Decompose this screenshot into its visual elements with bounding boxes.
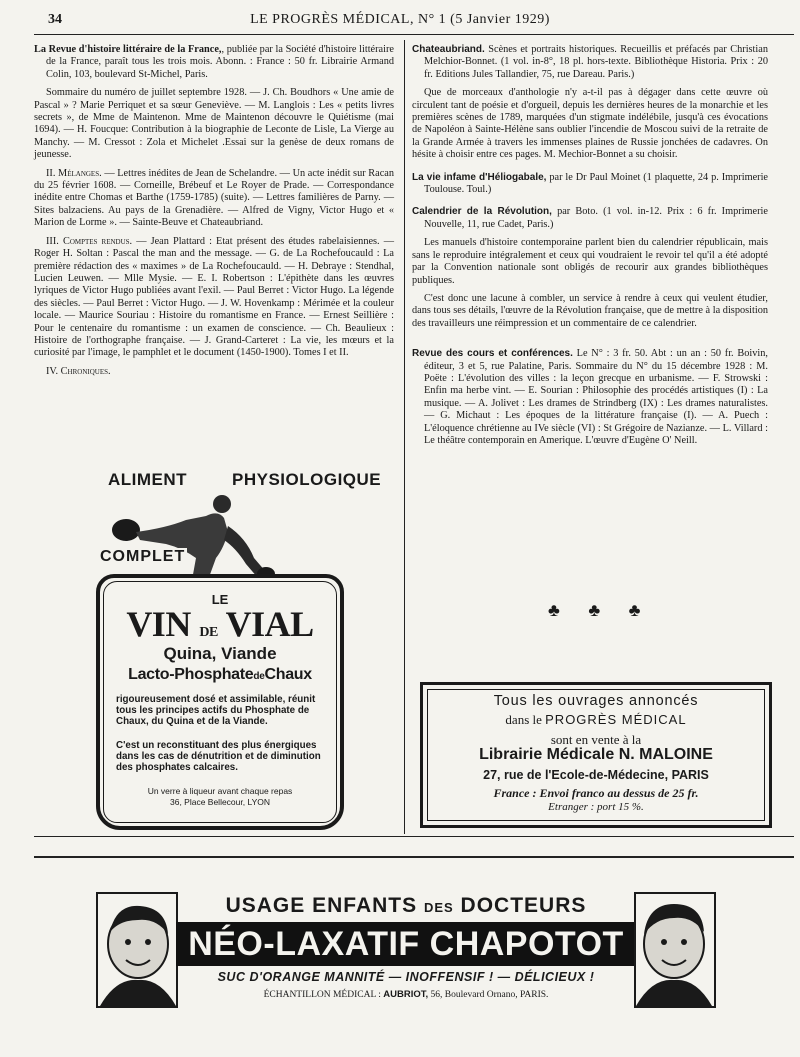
heliogabale-text: par le Dr Paul Moinet (1 plaquette, 24 p. Imprimerie Toulouse. Toul.) [424, 171, 769, 196]
comptes-rendus-heading: III. Comptes rendus. [46, 235, 133, 247]
chateaubriand-text: Scènes et portraits historiques. Recueillis et préfacés par Christian Melchior-Bonnet. (1 vol. in-8°, 18 pl. hors-texte. Bibliothèque Historia. Prix : 20 fr. Editions Jules Tallandier, 75, rue Dareau. Paris.) [424, 44, 768, 80]
calendrier-text: par Boto. (1 vol. in-12. Prix : 6 fr. Imprimerie Nouvelle, 11, rue Cadet, Paris.) [424, 206, 768, 230]
bottom-rule-1 [34, 836, 794, 837]
header-rule [34, 34, 794, 35]
heliogabale-notice [412, 172, 768, 197]
chapotot-product-name: NÉO-LAXATIF CHAPOTOT [176, 922, 636, 966]
chapotot-sample-address [174, 989, 638, 1000]
left-column [34, 44, 394, 384]
child-face-left-illustration [96, 892, 178, 1008]
calendrier-title: Calendrier de la Révolution, [412, 206, 552, 218]
chapotot-sample-name: AUBRIOT, [383, 989, 429, 1000]
calendrier-review-2: C'est donc une lacune à combler, un service à rendre à ceux qui veulent étudier, dans tous ses détails, l'œuvre de la Révolution française, que de mettre à la disposition des travailleurs une réimpression et un commentaire de ce calendrier. [412, 292, 768, 329]
vial-description: rigoureusement dosé et assimilable, réunit tous les principes actifs du Phosphate de Chaux, du Quina et de la Viande. [116, 694, 316, 727]
right-column [412, 44, 768, 453]
physiologique-label: PHYSIOLOGIQUE [232, 470, 382, 489]
vial-de-word: de [253, 671, 265, 682]
maloine-france-shipping: France : Envoi franco au dessus de 25 fr. [493, 786, 699, 800]
review-notice-text: , publiée par la Société d'histoire littéraire de la France, paraît tous les trois mois. Abonn. : France : 50 fr. Librairie Armand Colin, 103, boulevard St-Michel, Paris. [46, 44, 394, 80]
chapotot-tagline: SUC D'ORANGE MANNITÉ — INOFFENSIF ! — DÉLICIEUX ! [217, 970, 595, 984]
calendrier-review-1: Les manuels d'histoire contemporaine parlent bien du calendrier républicain, mais sans le reproduire intégralement et ceux qui voudraient le revoir tel qu'il a été adopté par la Convention nationale sont obligés de recourir aux grandes bibliothèques publiques. [412, 237, 768, 286]
chapotot-usage-des: DES [423, 900, 454, 915]
chapotot-usage-b: DOCTEURS [460, 894, 587, 917]
maloine-line-2 [423, 712, 769, 728]
chroniques-line: IV. Chroniques. [46, 365, 111, 377]
chapotot-sample-label: ÉCHANTILLON MÉDICAL : [263, 990, 381, 1000]
vial-address: 36, Place Bellecour, LYON [169, 797, 270, 807]
maloine-address: 27, rue de l'Ecole-de-Médecine, PARIS [483, 768, 709, 782]
comptes-rendus-text: — Jean Plattard : Etat présent des études rabelaisiennes. — Roger H. Soltan : Pascal the man and the message. — G. de La Rochefoucauld : La première rédaction des « maximes » de La Rochefoucauld. — H. Debraye : Stendhal, Lucien Leuwen. — Mlle Mysie. — E. I. Robertson : L'épithète dans les œuvres lyriques de Victor Hugo publiées avant l'exil. — Paul Berret : Victor Hugo. La légende des siècles. — Paul Berret : Victor Hugo. — J. W. Hovenkamp : Mérimée et la couleur locale. — Maurice Souriau : Histoire du romantisme en France. — Ernest Seillière : Pour le centenaire du romantisme : un examen de conscience. — Ch. Beaulieux : Histoire de l'orthographe française. — J. Grand-Carteret : La vie, les mœurs et la curiosité par l'image, le pamphlet et le document (1450-1900). Tomes I et II. [34, 235, 395, 359]
maloine-line-1: Tous les ouvrages annoncés [493, 693, 699, 709]
chateaubriand-review: Que de morceaux d'anthologie n'y a-t-il pas à dégager dans cette œuvre où circulent tant de poésie et d'orgueil, depuis les dernières heures de la monarchie et les premières scènes de 1789, marquées d'un stigmate indélébile, jusqu'à ces évocations de Napoléon à Sainte-Hélène sans oublier l'incendie de Moscou suivi de la retraite de la Grande Armée à travers les immenses plaines de Russie jonchées de cadavres. On hésite à choisir entre ces pages. M. Mechior-Bonnet a su choisir. [412, 87, 768, 161]
vial-dosage: Un verre à liqueur avant chaque repas [147, 786, 293, 796]
comptes-rendus-paragraph [34, 236, 394, 360]
summary-paragraph: Sommaire du numéro de juillet septembre 1928. — J. Ch. Boudhors « Une amie de Pascal » ? Marie Perriquet et sa sœur Geneviève. — M. Langlois : Les « petits livres secrets », de Mme de Maintenon. Mme de Maintenon découvre le Quiétisme (mai 1694). — H. Foucque: Contribution à la biographie de Leconte de Lisle, La Vierge au Manchy. — M. Cressot : Zola et Michelet .Essai sur la genèse de deux romans de jeunesse. [34, 87, 394, 161]
vin-de-vial-advertisement [96, 470, 382, 825]
page-header [0, 6, 800, 30]
bottom-rule-2 [34, 856, 794, 858]
child-face-right-illustration [634, 892, 716, 1008]
aliment-label: ALIMENT [108, 470, 188, 489]
heliogabale-title: La vie infame d'Héliogabale, [412, 171, 547, 183]
calendrier-notice [412, 206, 768, 231]
running-title: LE PROGRÈS MÉDICAL, N° 1 (5 Janvier 1929) [250, 12, 550, 27]
maloine-foreign-shipping: Etranger : port 15 %. [548, 801, 644, 813]
chapotot-sample-street: 56, Boulevard Ornano, PARIS. [430, 990, 549, 1000]
chapotot-usage-line [174, 894, 638, 918]
vial-label-frame [96, 574, 344, 830]
page-number: 34 [48, 12, 62, 27]
chapotot-text-block [174, 892, 638, 1008]
column-divider [404, 40, 405, 834]
vial-le: LE [211, 592, 229, 607]
vial-word-vin: VIN [126, 604, 191, 644]
vial-word-de: DE [199, 625, 218, 640]
maloine-box [420, 682, 772, 828]
vial-quina-viande: Quina, Viande [163, 644, 277, 663]
chapotot-advertisement [96, 892, 716, 1012]
revue-des-cours-notice [412, 348, 768, 447]
melanges-paragraph [34, 168, 394, 230]
fleuron-ornaments: ♣ ♣ ♣ [548, 600, 653, 620]
vial-lacto-word: Lacto-Phosphate [128, 666, 254, 683]
vial-dosage-address [100, 786, 340, 808]
maloine-line-2-prefix: dans le [505, 712, 542, 727]
maloine-line-3: sont en vente à la [550, 732, 642, 747]
complet-label: COMPLET [100, 548, 186, 565]
chateaubriand-notice [412, 44, 768, 81]
maloine-journal-name: PROGRÈS MÉDICAL [545, 712, 687, 727]
boxer-illustration [96, 488, 306, 588]
chapotot-usage-a: USAGE ENFANTS [225, 894, 418, 917]
revue-des-cours-title: Revue des cours et conférences. [412, 348, 573, 360]
review-title: La Revue d'histoire littéraire de la France, [34, 44, 222, 55]
maloine-bookshop-name: Librairie Médicale N. MALOINE [479, 746, 713, 763]
review-notice [34, 44, 394, 81]
chateaubriand-title: Chateaubriand. [412, 44, 485, 55]
melanges-heading: II. Mélanges. [46, 167, 102, 179]
vial-lacto-phosphate [100, 666, 340, 684]
revue-des-cours-text: Le N° : 3 fr. 50. Abt : un an : 50 fr. Boivin, éditeur, 3 et 5, rue Palatine, Paris. Sommaire du N° du 15 décembre 1928 : M. Poëte : L'évolution des villes : la leçon grecque en urbanisme. — F. Strowski : Enfin ma herbe vint. — E. Sourian : Philosophie des procédés artistiques (I) : La musique. — A. Jolivet : Les drames de Strindberg (IX) : Les drames naturalistes. — G. Michaut : Les époques de la littérature française (I). — A. Puech : L'éloquence chrétienne au IVe siècle (VI) : St Grégoire de Nazianze. — L. Villard : Le théâtre contemporain en Amerique. L'œuvre d'Eugène O' Neill. [424, 348, 768, 446]
vial-chaux-word: Chaux [264, 666, 312, 683]
vial-indication: C'est un reconstituant des plus énergiques dans les cas de dénutrition et de diminution des phosphates calcaires. [116, 740, 321, 773]
vial-word-vial: VIAL [225, 604, 314, 644]
melanges-text: — Lettres inédites de Jean de Schelandre. — Un acte inédit sur Racan du 25 février 1608. — Corneille, Brébeuf et Le Royer de Prade. — Correspondance inédite entre Chomas et Barthe (1759-1785) (suite). — Lettres familières de Parny. — Sites balzaciens. Au pays de la Grenadière. — Alfred de Vigny, Victor Hugo et « Marion de Lorme ». — Sainte-Beuve et Chateaubriand. [34, 167, 394, 229]
